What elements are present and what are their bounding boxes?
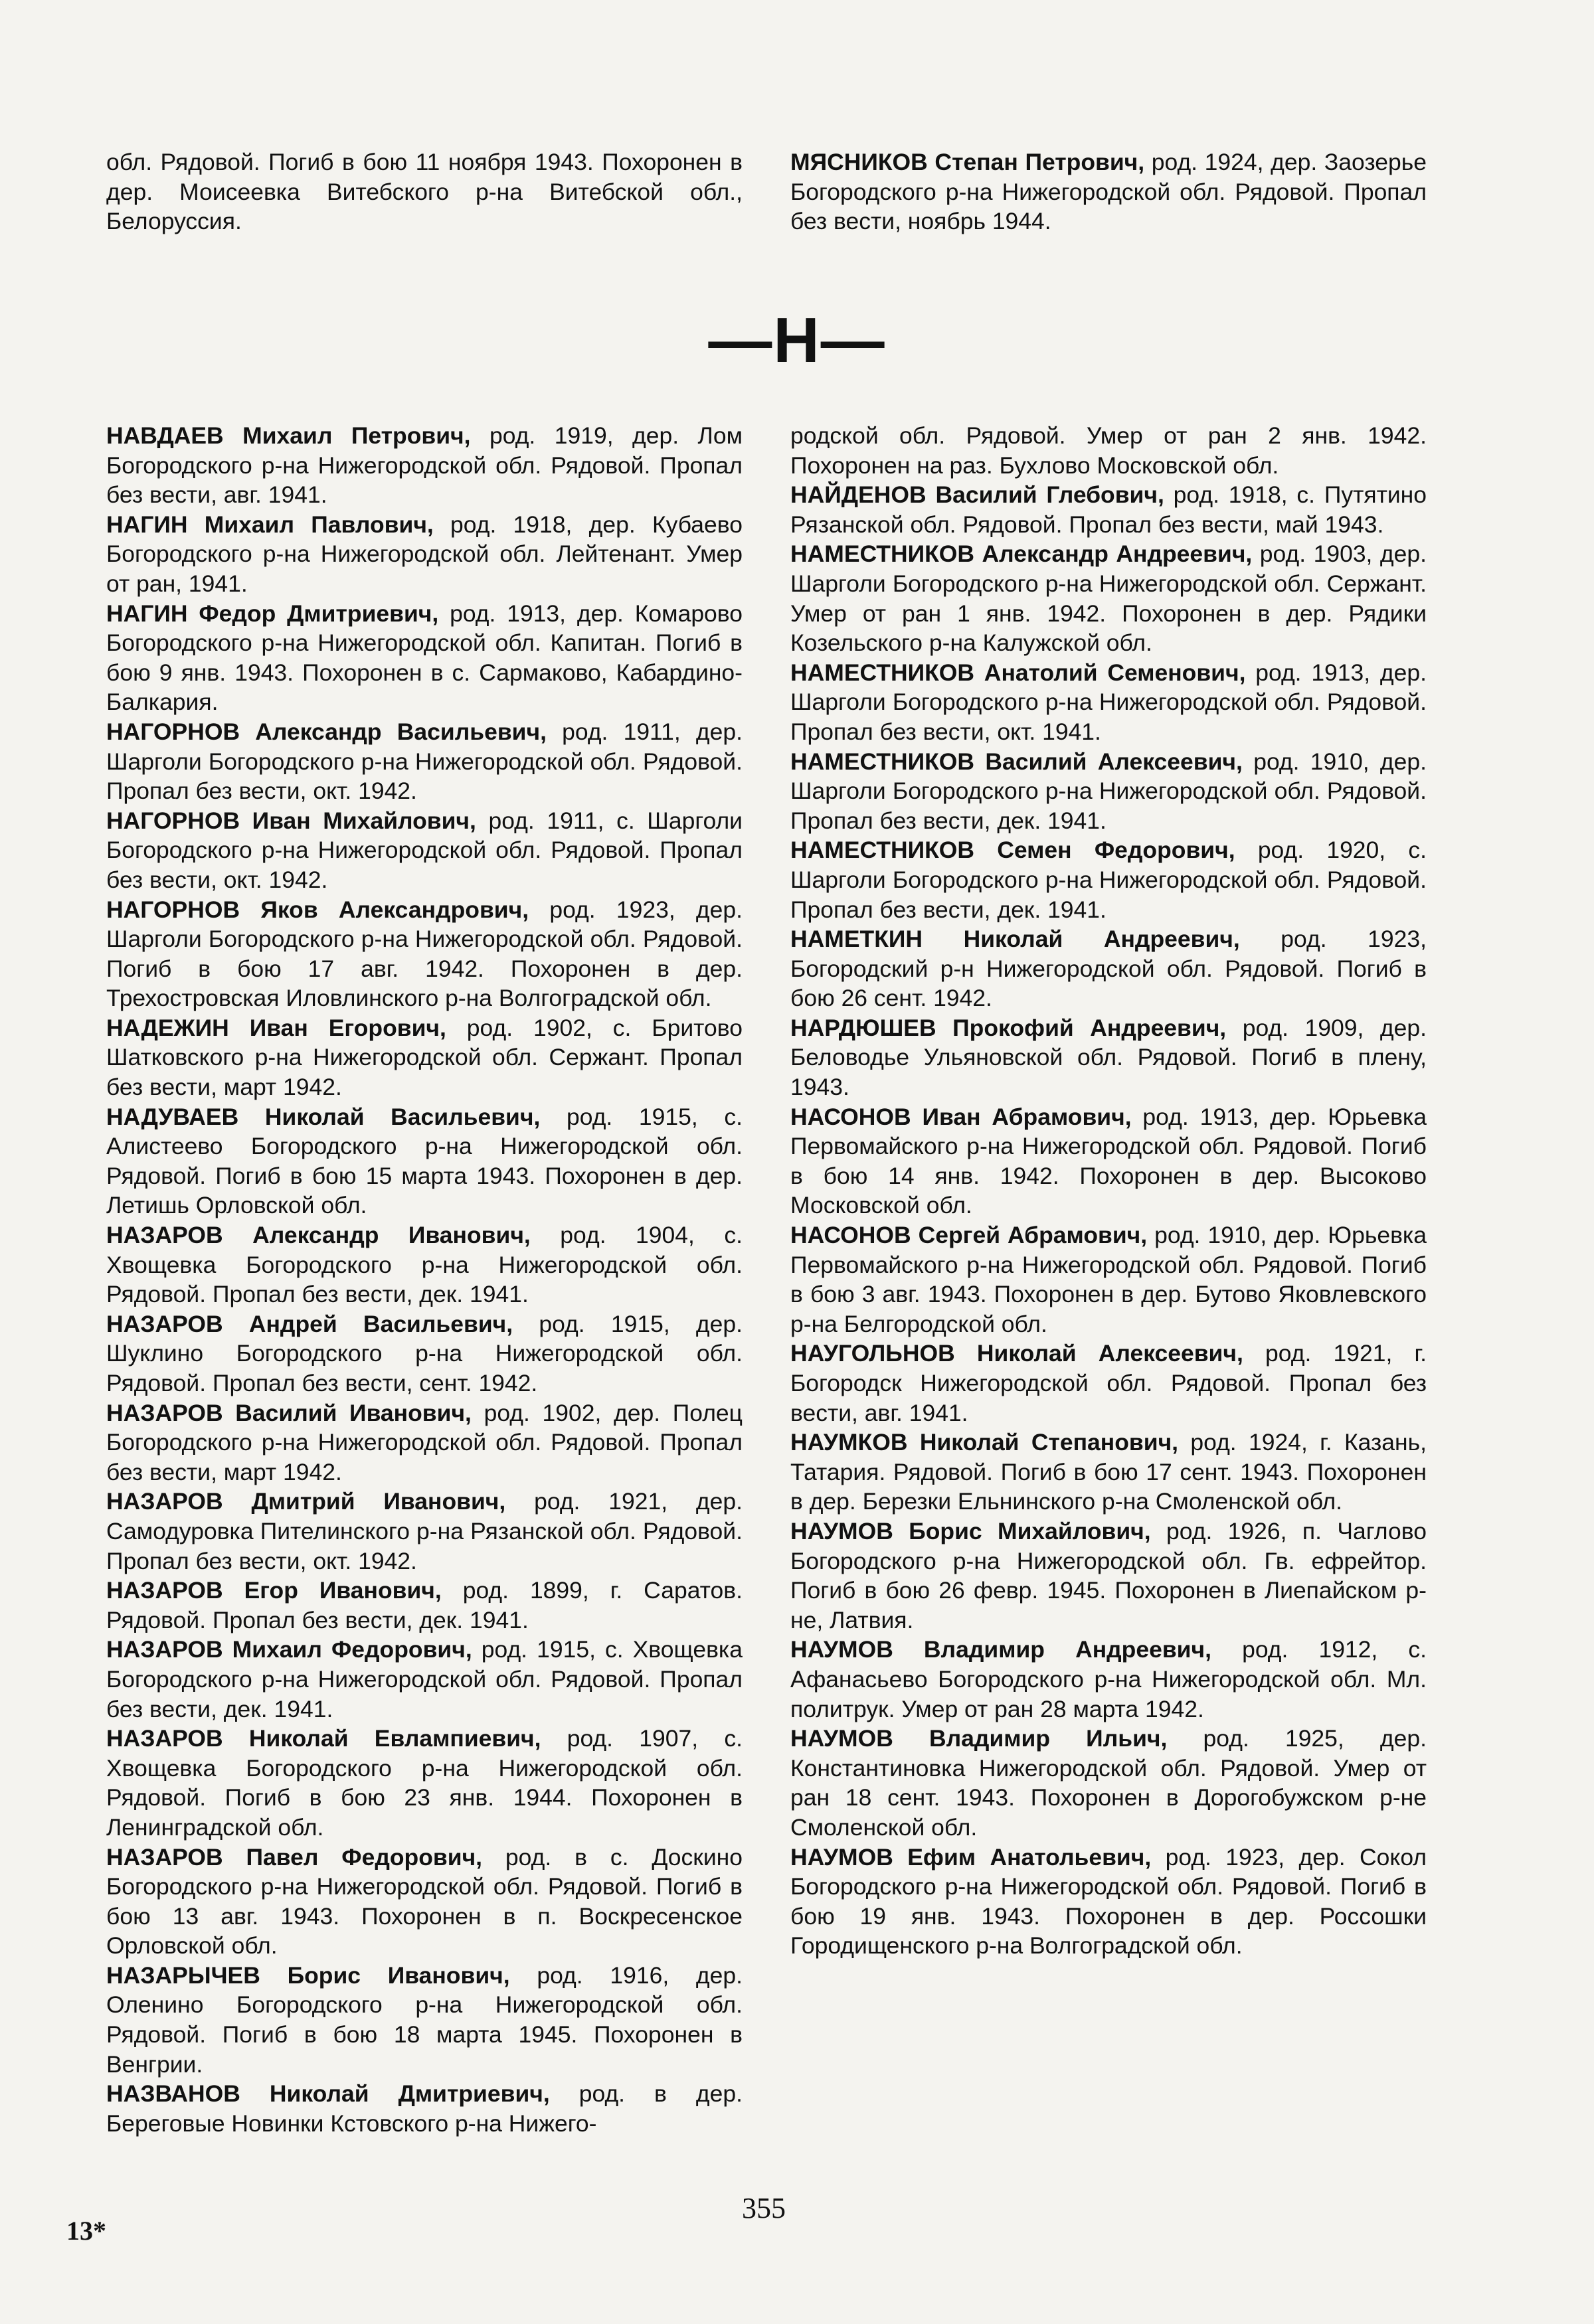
entry-name: НАГОРНОВ Александр Васильевич, (106, 718, 547, 745)
entry-name: НАЗАРОВ Александр Иванович, (106, 1222, 531, 1249)
entry-name: НАДЕЖИН Иван Егорович, (106, 1014, 446, 1041)
entry (790, 421, 1427, 480)
entry-name: НАМЕСТНИКОВ Василий Алексеевич, (790, 748, 1243, 775)
entry (790, 1220, 1427, 1339)
entry-name: НАМЕТКИН Николай Андреевич, (790, 926, 1240, 953)
entry-name: НАЗВАНОВ Николай Дмитриевич, (106, 2080, 550, 2108)
entry-name: НАЗАРОВ Павел Федорович, (106, 1843, 483, 1870)
entry-text: род. 1912, с. Афанасьево Богородского р-на Нижегородской обл. Мл. политрук. Умер от ран 28 марта 1942. (790, 1636, 1427, 1722)
entry (106, 1843, 743, 1961)
entry (106, 1309, 743, 1398)
entry (106, 806, 743, 895)
entry (106, 1220, 743, 1309)
entry (106, 1635, 743, 1724)
entry-name: НАЗАРОВ Дмитрий Иванович, (106, 1488, 506, 1515)
entry-text: родской обл. Рядовой. Умер от ран 2 янв. 1942. Похоронен на раз. Бухлово Московской обл. (790, 422, 1427, 479)
entry-text: род. 1921, дер. Самодуровка Пителинского р-на Рязанской обл. Рядовой. Пропал без вести, окт. 1942. (106, 1488, 743, 1574)
entry (790, 1843, 1427, 1961)
entry (106, 1102, 743, 1220)
entry-name: НАГИН Федор Дмитриевич, (106, 600, 439, 627)
entry-text: род. 1918, с. Путятино Рязанской обл. Рядовой. Пропал без вести, май 1943. (790, 481, 1427, 538)
entry (106, 599, 743, 717)
entry-text: род. 1916, дер. Оленино Богородского р-на Нижегородской обл. Рядовой. Погиб в бою 18 марта 1945. Похоронен в Венгрии. (106, 1961, 743, 2078)
entry-text: род. 1920, с. Шарголи Богородского р-на Нижегородской обл. Рядовой. Пропал без вести, дек. 1941. (790, 837, 1427, 923)
entry-name: НАУМОВ Борис Михайлович, (790, 1517, 1151, 1544)
entry-text: род. 1913, дер. Юрьевка Первомайского р-на Нижегородской обл. Рядовой. Погиб в бою 14 янв. 1942. Похоронен в дер. Высоково Московской обл. (790, 1103, 1427, 1219)
entry-name: НАЗАРОВ Андрей Васильевич, (106, 1310, 513, 1337)
entry (790, 835, 1427, 924)
entry-name: НАГОРНОВ Яков Александрович, (106, 896, 529, 923)
entry (790, 480, 1427, 539)
entry-text: род. 1926, п. Чаглово Богородского р-на Нижегородской обл. Гв. ефрейтор. Погиб в бою 26 февр. 1945. Похоронен в Лиепайском р-не, Латвия. (790, 1517, 1427, 1633)
entry (790, 1428, 1427, 1517)
entry-name: НАУМОВ Владимир Андреевич, (790, 1636, 1211, 1663)
entry (106, 421, 743, 510)
entry-text: род. 1923, дер. Шарголи Богородского р-на Нижегородской обл. Рядовой. Погиб в бою 17 авг. 1942. Похоронен в дер. Трехостровская Иловлинского р-на Волгоградской обл. (106, 896, 743, 1012)
entry-text: род. 1913, дер. Шарголи Богородского р-на Нижегородской обл. Рядовой. Пропал без вести, окт. 1941. (790, 659, 1427, 745)
entry-text: род. 1902, с. Бритово Шатковского р-на Нижегородской обл. Сержант. Пропал без вести, март 1942. (106, 1014, 743, 1101)
entry-name: НАСОНОВ Сергей Абрамович, (790, 1222, 1148, 1249)
entry (790, 747, 1427, 836)
entry-text: род. 1915, с. Алистеево Богородского р-на Нижегородской обл. Рядовой. Погиб в бою 15 марта 1943. Похоронен в дер. Летишь Орловской обл. (106, 1103, 743, 1219)
entry-name: НАУМКОВ Николай Степанович, (790, 1429, 1179, 1456)
entry-name: НАУМОВ Владимир Ильич, (790, 1725, 1168, 1752)
entry-text: род. 1902, дер. Полец Богородского р-на Нижегородской обл. Рядовой. Пропал без вести, март 1942. (106, 1399, 743, 1485)
entry-name: НАДУВАЕВ Николай Васильевич, (106, 1103, 541, 1130)
entry-name: НАУМОВ Ефим Анатольевич, (790, 1843, 1152, 1870)
entry (106, 1487, 743, 1576)
entry-text: род. 1913, дер. Комарово Богородского р-на Нижегородской обл. Капитан. Погиб в бою 9 янв. 1943. Похоронен в с. Сармаково, Кабардино-Балкария. (106, 600, 743, 716)
entry (790, 1013, 1427, 1102)
entry-name: НАМЕСТНИКОВ Семен Федорович, (790, 837, 1235, 864)
entry-text: род. 1915, с. Хвощевка Богородского р-на Нижегородской обл. Рядовой. Пропал без вести, дек. 1941. (106, 1636, 743, 1722)
entry-text: род. 1924, дер. Заозерье Богородского р-на Нижегородской обл. Рядовой. Пропал без вести, ноябрь 1944. (790, 149, 1427, 235)
entry (106, 510, 743, 599)
entry (790, 1102, 1427, 1220)
page-number: 355 (742, 2192, 786, 2224)
entry-text: род. 1915, дер. Шуклино Богородского р-на Нижегородской обл. Рядовой. Пропал без вести, сент. 1942. (106, 1310, 743, 1396)
entry-text: род. 1921, г. Богородск Нижегородской обл. Рядовой. Пропал без вести, авг. 1941. (790, 1340, 1427, 1426)
entry (106, 1576, 743, 1635)
entry-name: НАВДАЕВ Михаил Петрович, (106, 422, 471, 449)
entry-text: род. 1907, с. Хвощевка Богородского р-на Нижегородской обл. Рядовой. Погиб в бою 23 янв. 1944. Похоронен в Ленинградской обл. (106, 1725, 743, 1841)
entry-name: НАЗАРОВ Егор Иванович, (106, 1577, 442, 1604)
entry-name: МЯСНИКОВ Степан Петрович, (790, 149, 1145, 175)
left-column (106, 421, 743, 2138)
signature-mark: 13* (66, 2216, 106, 2246)
entry-text: род. 1911, с. Шарголи Богородского р-на Нижегородской обл. Рядовой. Пропал без вести, окт. 1942. (106, 807, 743, 893)
entry (790, 147, 1427, 236)
entry (790, 1724, 1427, 1842)
entry-name: НАСОНОВ Иван Абрамович, (790, 1103, 1132, 1130)
entry-name: НАМЕСТНИКОВ Анатолий Семенович, (790, 659, 1246, 686)
entry-name: НАГОРНОВ Иван Михайлович, (106, 807, 476, 834)
entry-name: НАЗАРОВ Николай Евлампиевич, (106, 1725, 541, 1752)
entry-name: НАЗАРОВ Михаил Федорович, (106, 1636, 472, 1663)
entry (106, 1398, 743, 1487)
entry-text: род. 1919, дер. Лом Богородского р-на Нижегородской обл. Рядовой. Пропал без вести, авг. 1941. (106, 422, 743, 509)
entry-text: род. в дер. Береговые Новинки Кстовского р-на Нижего- (106, 2080, 743, 2137)
entry-text: род. 1925, дер. Константиновка Нижегородской обл. Рядовой. Умер от ран 18 сент. 1943. Похоронен в Дорогобужском р-не Смоленской обл. (790, 1725, 1427, 1841)
entry (790, 658, 1427, 747)
entry (106, 1961, 743, 2079)
section-letter-heading: —Н— (708, 305, 886, 376)
entry (106, 1724, 743, 1842)
entry-text: род. 1918, дер. Кубаево Богородского р-на Нижегородской обл. Лейтенант. Умер от ран, 1941. (106, 511, 743, 597)
entry-name: НАГИН Михаил Павлович, (106, 511, 434, 538)
entry (106, 2079, 743, 2138)
entry-name: НАЗАРОВ Василий Иванович, (106, 1399, 472, 1426)
entry-name: НАУГОЛЬНОВ Николай Алексеевич, (790, 1340, 1243, 1367)
entry-text: род. 1924, г. Казань, Татария. Рядовой. Погиб в бою 17 сент. 1943. Похоронен в дер. Березки Ельнинского р-на Смоленской обл. (790, 1429, 1427, 1515)
entry (790, 924, 1427, 1013)
entry-text: род. 1909, дер. Беловодье Ульяновской обл. Рядовой. Погиб в плену, 1943. (790, 1014, 1427, 1101)
entry-text: род. в с. Доскино Богородского р-на Нижегородской обл. Рядовой. Погиб в бою 13 авг. 1943. Похоронен в п. Воскресенское Орловской обл. (106, 1843, 743, 1959)
entry (106, 717, 743, 806)
entry-text: род. 1923, Богородский р-н Нижегородской обл. Рядовой. Погиб в бою 26 сент. 1942. (790, 926, 1427, 1012)
entry (106, 1013, 743, 1102)
top-right-entry (790, 147, 1427, 236)
entry-text: род. 1910, дер. Шарголи Богородского р-на Нижегородской обл. Рядовой. Пропал без вести, дек. 1941. (790, 748, 1427, 834)
entry (790, 1517, 1427, 1635)
continuation-text: обл. Рядовой. Погиб в бою 11 ноября 1943. Похоронен в дер. Моисеевка Витебского р-на Витебской обл., Белоруссия. (106, 149, 743, 235)
entry-name: НАМЕСТНИКОВ Александр Андреевич, (790, 540, 1253, 568)
entry-text: род. 1923, дер. Сокол Богородского р-на Нижегородской обл. Рядовой. Погиб в бою 19 янв. 1943. Похоронен в дер. Россошки Городищенского р-на Волгоградской обл. (790, 1843, 1427, 1959)
entry-text: род. 1899, г. Саратов. Рядовой. Пропал без вести, дек. 1941. (106, 1577, 743, 1633)
entry (790, 539, 1427, 657)
entry-text: род. 1911, дер. Шарголи Богородского р-на Нижегородской обл. Рядовой. Пропал без вести, окт. 1942. (106, 718, 743, 805)
entry (790, 1635, 1427, 1724)
entry-name: НАЗАРЫЧЕВ Борис Иванович, (106, 1961, 510, 1989)
entry-text: род. 1904, с. Хвощевка Богородского р-на Нижегородской обл. Рядовой. Пропал без вести, дек. 1941. (106, 1222, 743, 1308)
entry (790, 1339, 1427, 1428)
top-left-continuation (106, 147, 743, 236)
entry-text: род. 1910, дер. Юрьевка Первомайского р-на Нижегородской обл. Рядовой. Погиб в бою 3 авг. 1943. Похоронен в дер. Бутово Яковлевского р-на Белгородской обл. (790, 1222, 1427, 1337)
entry-name: НАЙДЕНОВ Василий Глебович, (790, 481, 1164, 509)
entry-text: род. 1903, дер. Шарголи Богородского р-на Нижегородской обл. Сержант. Умер от ран 1 янв. 1942. Похоронен в дер. Рядики Козельского р-на Калужской обл. (790, 540, 1427, 657)
right-column (790, 421, 1427, 1961)
entry-name: НАРДЮШЕВ Прокофий Андреевич, (790, 1014, 1227, 1041)
entry (106, 895, 743, 1013)
